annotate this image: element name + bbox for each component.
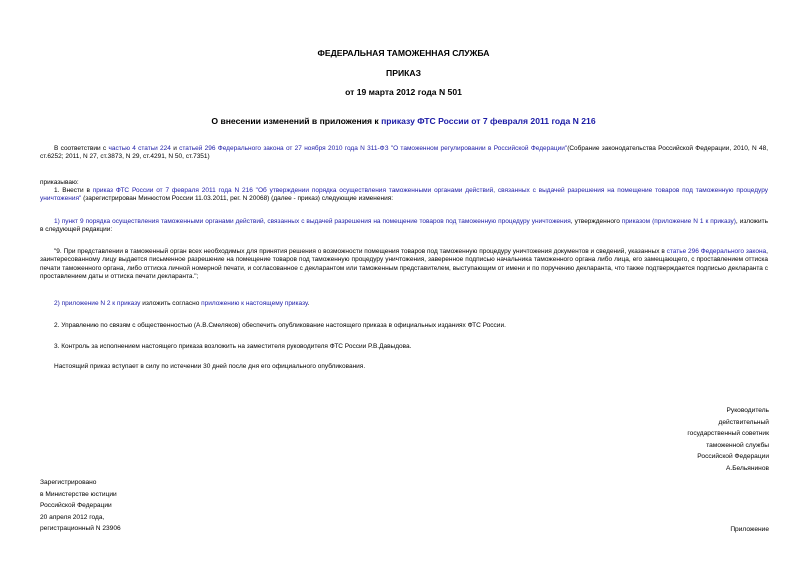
- preamble-text-1: В соответствии с: [54, 145, 109, 152]
- doc-title: [0, 116, 807, 126]
- signature-name: А.Бельянинов: [726, 464, 769, 472]
- order-word: приказываю:: [40, 179, 79, 186]
- signature-block: [549, 405, 769, 475]
- item-1-link[interactable]: приказ ФТС России от 7 февраля 2011 года N 216 "Об утверждении порядка осуществления таможенными органами действий, связанных с выдачей разрешения на помещение товаров под таможенную процедуру уничтожения": [40, 187, 768, 203]
- signature-position-line-5: Российской Федерации: [697, 453, 769, 461]
- registration-line-3: Российской Федерации: [40, 502, 112, 510]
- subitem-1-link-3[interactable]: (приложение N 1 к приказу): [652, 218, 736, 225]
- subitem-1-link-1[interactable]: 1) пункт 9 порядка осуществления таможенными органами действий, связанных с выдачей разрешения на помещение товаров под таможенную процедуру уничтожения: [54, 218, 571, 225]
- preamble-link-1[interactable]: частью 4 статьи 224: [108, 145, 171, 152]
- subitem-2-text-1: изложить согласно: [140, 300, 202, 307]
- subitem-2-link-2[interactable]: приложению к настоящему приказу: [201, 300, 308, 307]
- registration-line-2: в Министерстве юстиции: [40, 490, 117, 498]
- subitem-1-paragraph: [40, 218, 768, 235]
- doc-title-text: О внесении изменений в приложения к: [211, 116, 382, 126]
- item-2-paragraph: 2. Управлению по связям с общественностью (А.В.Смеляков) обеспечить опубликование настоящего приказа в официальных изданиях ФТС России.: [54, 322, 506, 329]
- appendix-label: Приложение: [730, 526, 769, 533]
- subitem-1-link-2[interactable]: приказом: [621, 218, 651, 225]
- quote-text-1: "9. При представлении в таможенный орган всех необходимых для принятия решения о возможности помещения товаров под таможенную процедуру уничтожения документов и сведений, указанных в: [54, 248, 667, 255]
- subitem-2-paragraph: [40, 300, 768, 308]
- doc-type: ПРИКАЗ: [386, 68, 421, 78]
- item-1-text-2: (зарегистрирован Минюстом России 11.03.2011, рег. N 20068) (далее - приказ) следующие изменения:: [81, 195, 394, 203]
- preamble-link-2[interactable]: статьей 296 Федерального закона от 27 ноября 2010 года N 311-ФЗ "О таможенном регулировании в Российской Федерации": [179, 145, 568, 152]
- preamble-text-2: и: [170, 145, 180, 152]
- item-1-text-1: 1. Внести в: [54, 187, 93, 194]
- registration-number: регистрационный N 23906: [40, 525, 121, 533]
- signature-position-line-4: таможенной службы: [706, 441, 769, 449]
- signature-position-line-3: государственный советник: [687, 430, 769, 438]
- agency-name: ФЕДЕРАЛЬНАЯ ТАМОЖЕННАЯ СЛУЖБА: [317, 48, 490, 58]
- subitem-1-text-3: , изложить в следующей редакции:: [40, 218, 768, 234]
- registration-date: 20 апреля 2012 года,: [40, 513, 105, 521]
- signature-position-line-2: действительный: [718, 418, 769, 426]
- quote-text-2: , заинтересованному лицу выдается письменное разрешение на помещение товаров под таможенную процедуру уничтожения, заверенное подписью начальника таможенного органа либо лица, его замещающего, с проставлением оттиска печати таможенного органа, либо оттиска личной номерной печати, и согласованное с декларантом или таможенным представителем, выступающим от имени и по поручению декларанта, что также подтверждается подписью декларанта с проставлением даты и оттиска печати декларанта.";: [40, 248, 768, 280]
- subitem-1-text-1: , утвержденного: [570, 218, 622, 225]
- subitem-2-link-1[interactable]: 2) приложение N 2 к приказу: [54, 300, 141, 307]
- subitem-2-text-2: .: [307, 300, 310, 307]
- item-1-paragraph: [40, 187, 768, 204]
- item-3-paragraph: 3. Контроль за исполнением настоящего приказа возложить на заместителя руководителя ФТС России Р.В.Давыдова.: [54, 343, 412, 350]
- effective-date-paragraph: Настоящий приказ вступает в силу по истечении 30 дней после дня его официального опубликования.: [54, 363, 366, 370]
- registration-line-1: Зарегистрировано: [40, 479, 97, 486]
- doc-date-number: от 19 марта 2012 года N 501: [345, 87, 462, 97]
- quoted-paragraph: [40, 248, 768, 281]
- preamble-paragraph: [40, 145, 768, 162]
- registration-block: [40, 477, 121, 535]
- quote-link[interactable]: статье 296 Федерального закона: [666, 248, 767, 255]
- signature-position-line-1: Руководитель: [726, 407, 769, 414]
- doc-title-link[interactable]: приказу ФТС России от 7 февраля 2011 года N 216: [381, 116, 596, 126]
- preamble-text-3: (Собрание законодательства Российской Федерации, 2010, N 48, ст.6252; 2011, N 27, ст.3873, N 29, ст.4291, N 50, ст.7351): [40, 145, 768, 161]
